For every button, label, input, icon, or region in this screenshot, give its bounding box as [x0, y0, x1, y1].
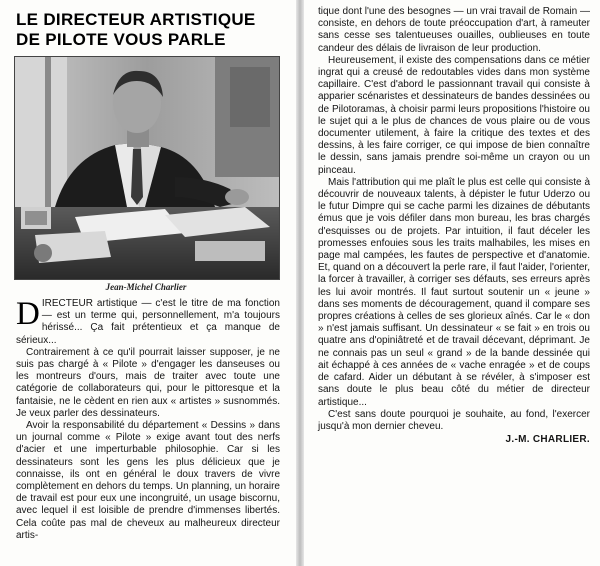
left-page — [0, 0, 296, 566]
paragraph: Contrairement à ce qu'il pourrait laisser supposer, je ne suis pas chargé à « Pilote » d'engager les danseuses ou les montreurs d'ours, mais de traiter avec toute une catégorie de collaborateurs qui, pour le pittoresque et la fantaisie, ne le cèdent en rien aux « artistes » susnommés. Je veux parler des dessinateurs. — [16, 346, 280, 419]
paragraph: C'est sans doute pourquoi je souhaite, au fond, l'exercer jusqu'à mon dernier cheveu. — [318, 408, 590, 432]
article-title — [16, 10, 286, 50]
paragraph: tique dont l'une des besognes — un vrai travail de Romain — consiste, en dehors de toute préoccupation d'art, à rameuter sans cesse ses talentueuses ouailles, oublieuses en toute candeur des délais de livraison de leur production. — [318, 6, 590, 54]
portrait-illustration — [15, 57, 279, 279]
paragraph: Heureusement, il existe des compensations dans ce métier ingrat qui a creusé de redoutables vides dans mon système capillaire. C'est d'abord le passionnant travail qui consiste à apparier scénaristes et dessinateurs de bandes dessinées ou de Pilotoramas, à choisir parmi leurs propositions l'histoire ou le sujet qui a le plus de chances de vous plaire ou de vous documenter utilement, à faire la critique des textes et des dessins, à les faire corriger, ce qui impose de bien connaître le dessin, sans jamais prendre soi-même un crayon ou un pinceau. — [318, 54, 590, 176]
paragraph: Mais l'attribution qui me plaît le plus est celle qui consiste à découvrir de nouveaux talents, à dépister le futur Uderzo ou le futur Dimpre qui se cache parmi les dizaines de débutants émus que je vois défiler dans mon bureau, les bras chargés d'esquisses ou de projets. Par intuition, il faut déceler les promesses enfouies sous les traits malhabiles, les mises en page mal campées, les fautes de perspective et d'anatomie. Et, quand on a découvert la perle rare, il faut l'aider, l'orienter, la forcer à travailler, à corriger ses défauts, ses erreurs après les lui avoir montrés. Il faut surtout soutenir un « jeune » dans ses moments de découragement, quand il compare ses propres créations à celles de ses glorieux aînés. Car le « don » n'est jamais suffisant. Un dessinateur « se fait » en trois ou quatre ans d'opiniâtreté et de travail décevant, déprimant. Je ne connais pas un seul « grand » de la bande dessinée qui ait échappé à ces années de « vache enragée » et de coups de cafard. Aider un débutant à se révéler, à s'imposer est sans doute le plus beau côté du métier de directeur artistique... — [318, 176, 590, 408]
author-signature: J.-M. CHARLIER. — [505, 434, 590, 446]
drop-cap: D — [16, 296, 40, 332]
portrait-photo — [14, 56, 280, 280]
title-line-2: DE PILOTE VOUS PARLE — [16, 30, 226, 49]
title-line-1: LE DIRECTEUR ARTISTIQUE — [16, 10, 256, 29]
paragraph-intro — [16, 298, 280, 347]
paragraph: Avoir la responsabilité du département « Dessins » dans un journal comme « Pilote » exige avant tout des nerfs d'acier et une imperturbable philosophie. Car si les dessinateurs sont les gens les plus délicieux que je connaisse, ils ont en général le doux travers de vivre complètement en dehors du temps. Un planning, un horaire de travail est pour eux une incongruité, un usage biscornu, avec lequel il est loisible de prendre d'immenses libertés. Cela coûte pas mal de cheveux au malheureux directeur artis- — [16, 420, 280, 541]
right-page — [304, 0, 600, 566]
left-column-text — [16, 298, 280, 542]
intro-text: IRECTEUR artistique — c'est le titre de ma fonction — est un terme qui, personnellement, m'a toujours hérissé... Ça fait prétentieux et ça manque de sérieux... — [16, 298, 280, 346]
right-column-text — [318, 6, 590, 446]
page-gutter — [296, 0, 304, 566]
photo-caption: Jean-Michel Charlier — [105, 282, 187, 292]
